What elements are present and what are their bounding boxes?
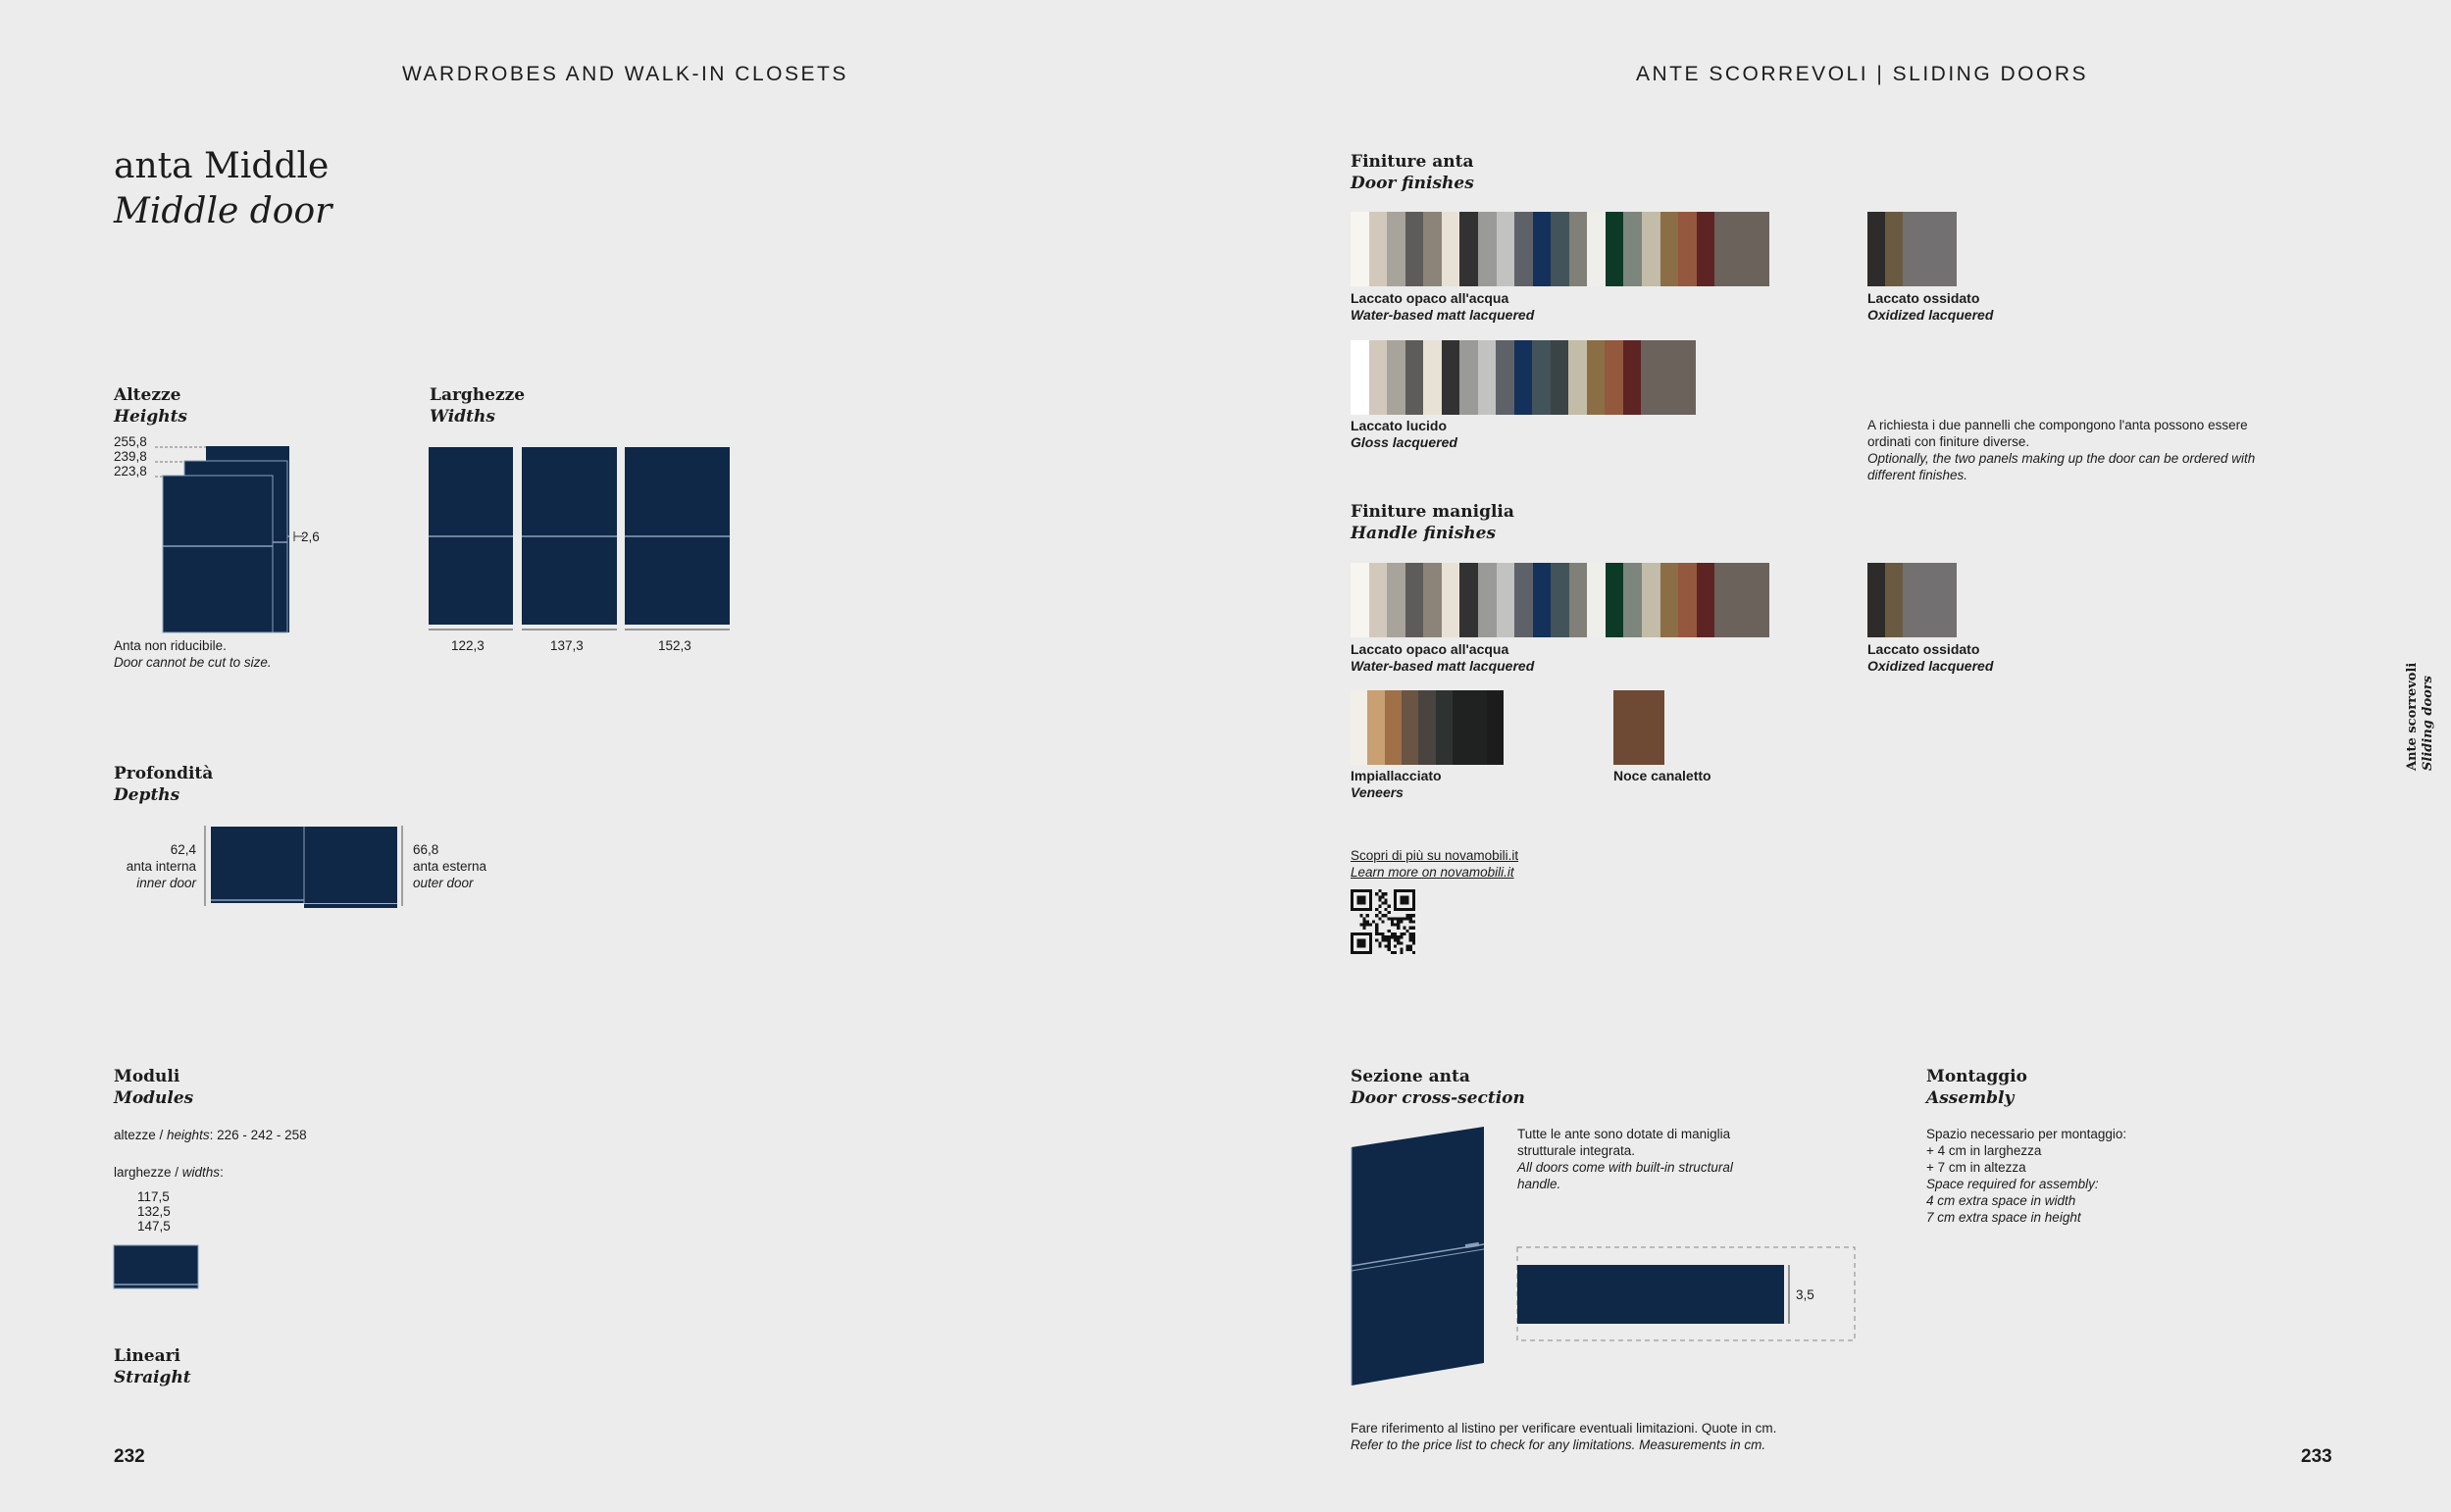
color-swatch <box>1587 212 1606 286</box>
door-oxidized-label: Laccato ossidato Oxidized lacquered <box>1867 290 1994 323</box>
color-swatch <box>1423 563 1442 637</box>
color-swatch <box>1641 340 1660 415</box>
color-swatch <box>1605 340 1623 415</box>
heights-drawing <box>147 441 353 637</box>
depths-heading: Profondità Depths <box>114 764 214 805</box>
module-width-values <box>137 1189 171 1234</box>
footer-note-it: Fare riferimento al listino per verificare eventuali limitazioni. Quote in cm. <box>1351 1421 1777 1436</box>
color-swatch <box>1903 563 1920 637</box>
color-swatch <box>1442 212 1460 286</box>
color-swatch <box>1496 340 1514 415</box>
color-swatch <box>1867 212 1885 286</box>
module-width-value: 147,5 <box>137 1219 171 1234</box>
color-swatch <box>1369 212 1388 286</box>
handle-oxidized-swatches <box>1867 563 1957 637</box>
color-swatch <box>1623 340 1642 415</box>
color-swatch <box>1551 340 1569 415</box>
color-swatch <box>1568 340 1587 415</box>
color-swatch <box>1423 212 1442 286</box>
color-swatch <box>1751 563 1769 637</box>
color-swatch <box>1369 340 1388 415</box>
width-value: 122,3 <box>451 638 485 653</box>
color-swatch <box>1587 340 1606 415</box>
cross-section-heading: Sezione anta Door cross-section <box>1351 1067 1525 1108</box>
color-swatch <box>1751 212 1769 286</box>
color-swatch <box>1733 212 1752 286</box>
outer-depth-label: 66,8 anta esterna outer door <box>413 842 487 890</box>
color-swatch <box>1569 563 1588 637</box>
color-swatch <box>1678 212 1697 286</box>
color-swatch <box>1623 212 1642 286</box>
page-title-en: Middle door <box>114 191 332 231</box>
color-swatch <box>1497 212 1515 286</box>
door-oxidized-swatches <box>1867 212 1957 286</box>
qr-code-icon[interactable] <box>1351 889 1415 954</box>
color-swatch <box>1714 212 1733 286</box>
height-value: 223,8 <box>114 464 147 479</box>
color-swatch <box>1442 563 1460 637</box>
modules-heading: Moduli Modules <box>114 1067 194 1108</box>
color-swatch <box>1514 212 1533 286</box>
left-running-header: WARDROBES AND WALK-IN CLOSETS <box>402 63 848 85</box>
module-drawing <box>112 1243 202 1294</box>
color-swatch <box>1660 340 1678 415</box>
page-number-left: 232 <box>114 1446 145 1467</box>
color-swatch <box>1478 340 1497 415</box>
door-finishes-heading: Finiture anta Door finishes <box>1351 152 1474 193</box>
color-swatch <box>1497 563 1515 637</box>
color-swatch <box>1677 340 1696 415</box>
color-swatch <box>1436 690 1453 765</box>
profile-thickness-value: 3,5 <box>1796 1287 1814 1302</box>
door-matt-swatches <box>1351 212 1769 286</box>
page-title-it: anta Middle <box>114 146 330 186</box>
walnut-label: Noce canaletto <box>1613 768 1711 783</box>
color-swatch <box>1885 212 1903 286</box>
color-swatch <box>1478 212 1497 286</box>
module-width-value: 132,5 <box>137 1204 171 1219</box>
color-swatch <box>1921 563 1939 637</box>
learn-more-link-it[interactable]: Scopri di più su novamobili.it <box>1351 848 1519 863</box>
color-swatch <box>1642 563 1660 637</box>
heights-heading: Altezze Heights <box>114 385 188 427</box>
color-swatch <box>1714 563 1733 637</box>
cross-section-door-drawing <box>1348 1123 1485 1389</box>
color-swatch <box>1514 563 1533 637</box>
thickness-value: 2,6 <box>301 529 320 544</box>
assembly-text: Spazio necessario per montaggio: + 4 cm in larghezza + 7 cm in altezza Space required for assembly: 4 cm extra space in width 7 cm extra space in height <box>1926 1127 2127 1225</box>
color-swatch <box>1387 563 1405 637</box>
color-swatch <box>1405 563 1424 637</box>
color-swatch <box>1660 212 1679 286</box>
color-swatch <box>1642 212 1660 286</box>
color-swatch <box>1351 340 1369 415</box>
heights-note-it: Anta non riducibile. <box>114 638 227 653</box>
height-values <box>114 434 147 479</box>
modules-widths-label: larghezze / widths: <box>114 1165 224 1180</box>
color-swatch <box>1533 563 1552 637</box>
color-swatch <box>1459 212 1478 286</box>
modules-heights-line: altezze / heights: 226 - 242 - 258 <box>114 1128 307 1142</box>
heights-note-en: Door cannot be cut to size. <box>114 655 272 670</box>
door-gloss-swatches <box>1351 340 1696 415</box>
handle-matt-label: Laccato opaco all'acqua Water-based matt lacquered <box>1351 641 1535 674</box>
door-finishes-note: A richiesta i due pannelli che compongono l'anta possono essere ordinati con finiture diverse. Optionally, the two panels making up the door can be ordered with different finishes. <box>1867 418 2256 482</box>
right-running-header: ANTE SCORREVOLI | SLIDING DOORS <box>1636 63 2089 85</box>
color-swatch <box>1939 212 1957 286</box>
height-value: 239,8 <box>114 449 147 464</box>
walnut-swatch <box>1613 690 1664 765</box>
veneers-label: Impiallacciato Veneers <box>1351 768 1442 800</box>
widths-heading: Larghezze Widths <box>430 385 526 427</box>
color-swatch <box>1697 212 1715 286</box>
color-swatch <box>1367 690 1384 765</box>
straight-heading: Lineari Straight <box>114 1346 191 1387</box>
color-swatch <box>1623 563 1642 637</box>
cross-section-text: Tutte le ante sono dotate di maniglia strutturale integrata. All doors come with built-in structural handle. <box>1517 1127 1733 1191</box>
color-swatch <box>1569 212 1588 286</box>
height-value: 255,8 <box>114 434 147 449</box>
color-swatch <box>1487 690 1504 765</box>
width-value: 152,3 <box>658 638 691 653</box>
color-swatch <box>1587 563 1606 637</box>
inner-depth-label: 62,4 anta interna inner door <box>126 842 196 890</box>
color-swatch <box>1532 340 1551 415</box>
depths-drawing <box>201 822 412 910</box>
assembly-heading: Montaggio Assembly <box>1926 1067 2027 1108</box>
color-swatch <box>1405 212 1424 286</box>
handle-matt-swatches <box>1351 563 1769 637</box>
veneer-swatches <box>1351 690 1504 765</box>
color-swatch <box>1660 563 1679 637</box>
color-swatch <box>1697 563 1715 637</box>
color-swatch <box>1351 563 1369 637</box>
footer-note-en: Refer to the price list to check for any limitations. Measurements in cm. <box>1351 1437 1766 1452</box>
width-value: 137,3 <box>550 638 584 653</box>
color-swatch <box>1733 563 1752 637</box>
learn-more-link-en[interactable]: Learn more on novamobili.it <box>1351 865 1514 880</box>
side-tab: Ante scorrevoli Sliding doors <box>2405 662 2435 771</box>
color-swatch <box>1423 340 1442 415</box>
color-swatch <box>1387 340 1405 415</box>
color-swatch <box>1459 340 1478 415</box>
color-swatch <box>1402 690 1418 765</box>
color-swatch <box>1533 212 1552 286</box>
door-matt-label: Laccato opaco all'acqua Water-based matt lacquered <box>1351 290 1535 323</box>
color-swatch <box>1459 563 1478 637</box>
color-swatch <box>1606 563 1624 637</box>
color-swatch <box>1921 212 1939 286</box>
color-swatch <box>1385 690 1402 765</box>
color-swatch <box>1939 563 1957 637</box>
color-swatch <box>1867 563 1885 637</box>
color-swatch <box>1351 690 1367 765</box>
color-swatch <box>1551 212 1569 286</box>
color-swatch <box>1551 563 1569 637</box>
color-swatch <box>1418 690 1435 765</box>
color-swatch <box>1387 212 1405 286</box>
color-swatch <box>1678 563 1697 637</box>
handle-oxidized-label: Laccato ossidato Oxidized lacquered <box>1867 641 1994 674</box>
color-swatch <box>1478 563 1497 637</box>
color-swatch <box>1514 340 1533 415</box>
color-swatch <box>1369 563 1388 637</box>
color-swatch <box>1351 212 1369 286</box>
color-swatch <box>1469 690 1486 765</box>
widths-drawing <box>427 443 740 639</box>
color-swatch <box>1885 563 1903 637</box>
module-width-value: 117,5 <box>137 1189 170 1204</box>
handle-finishes-heading: Finiture maniglia Handle finishes <box>1351 502 1514 543</box>
color-swatch <box>1453 690 1469 765</box>
color-swatch <box>1903 212 1920 286</box>
color-swatch <box>1405 340 1424 415</box>
page-number-right: 233 <box>2301 1446 2332 1467</box>
door-gloss-label: Laccato lucido Gloss lacquered <box>1351 418 1457 450</box>
color-swatch <box>1442 340 1460 415</box>
color-swatch <box>1606 212 1624 286</box>
